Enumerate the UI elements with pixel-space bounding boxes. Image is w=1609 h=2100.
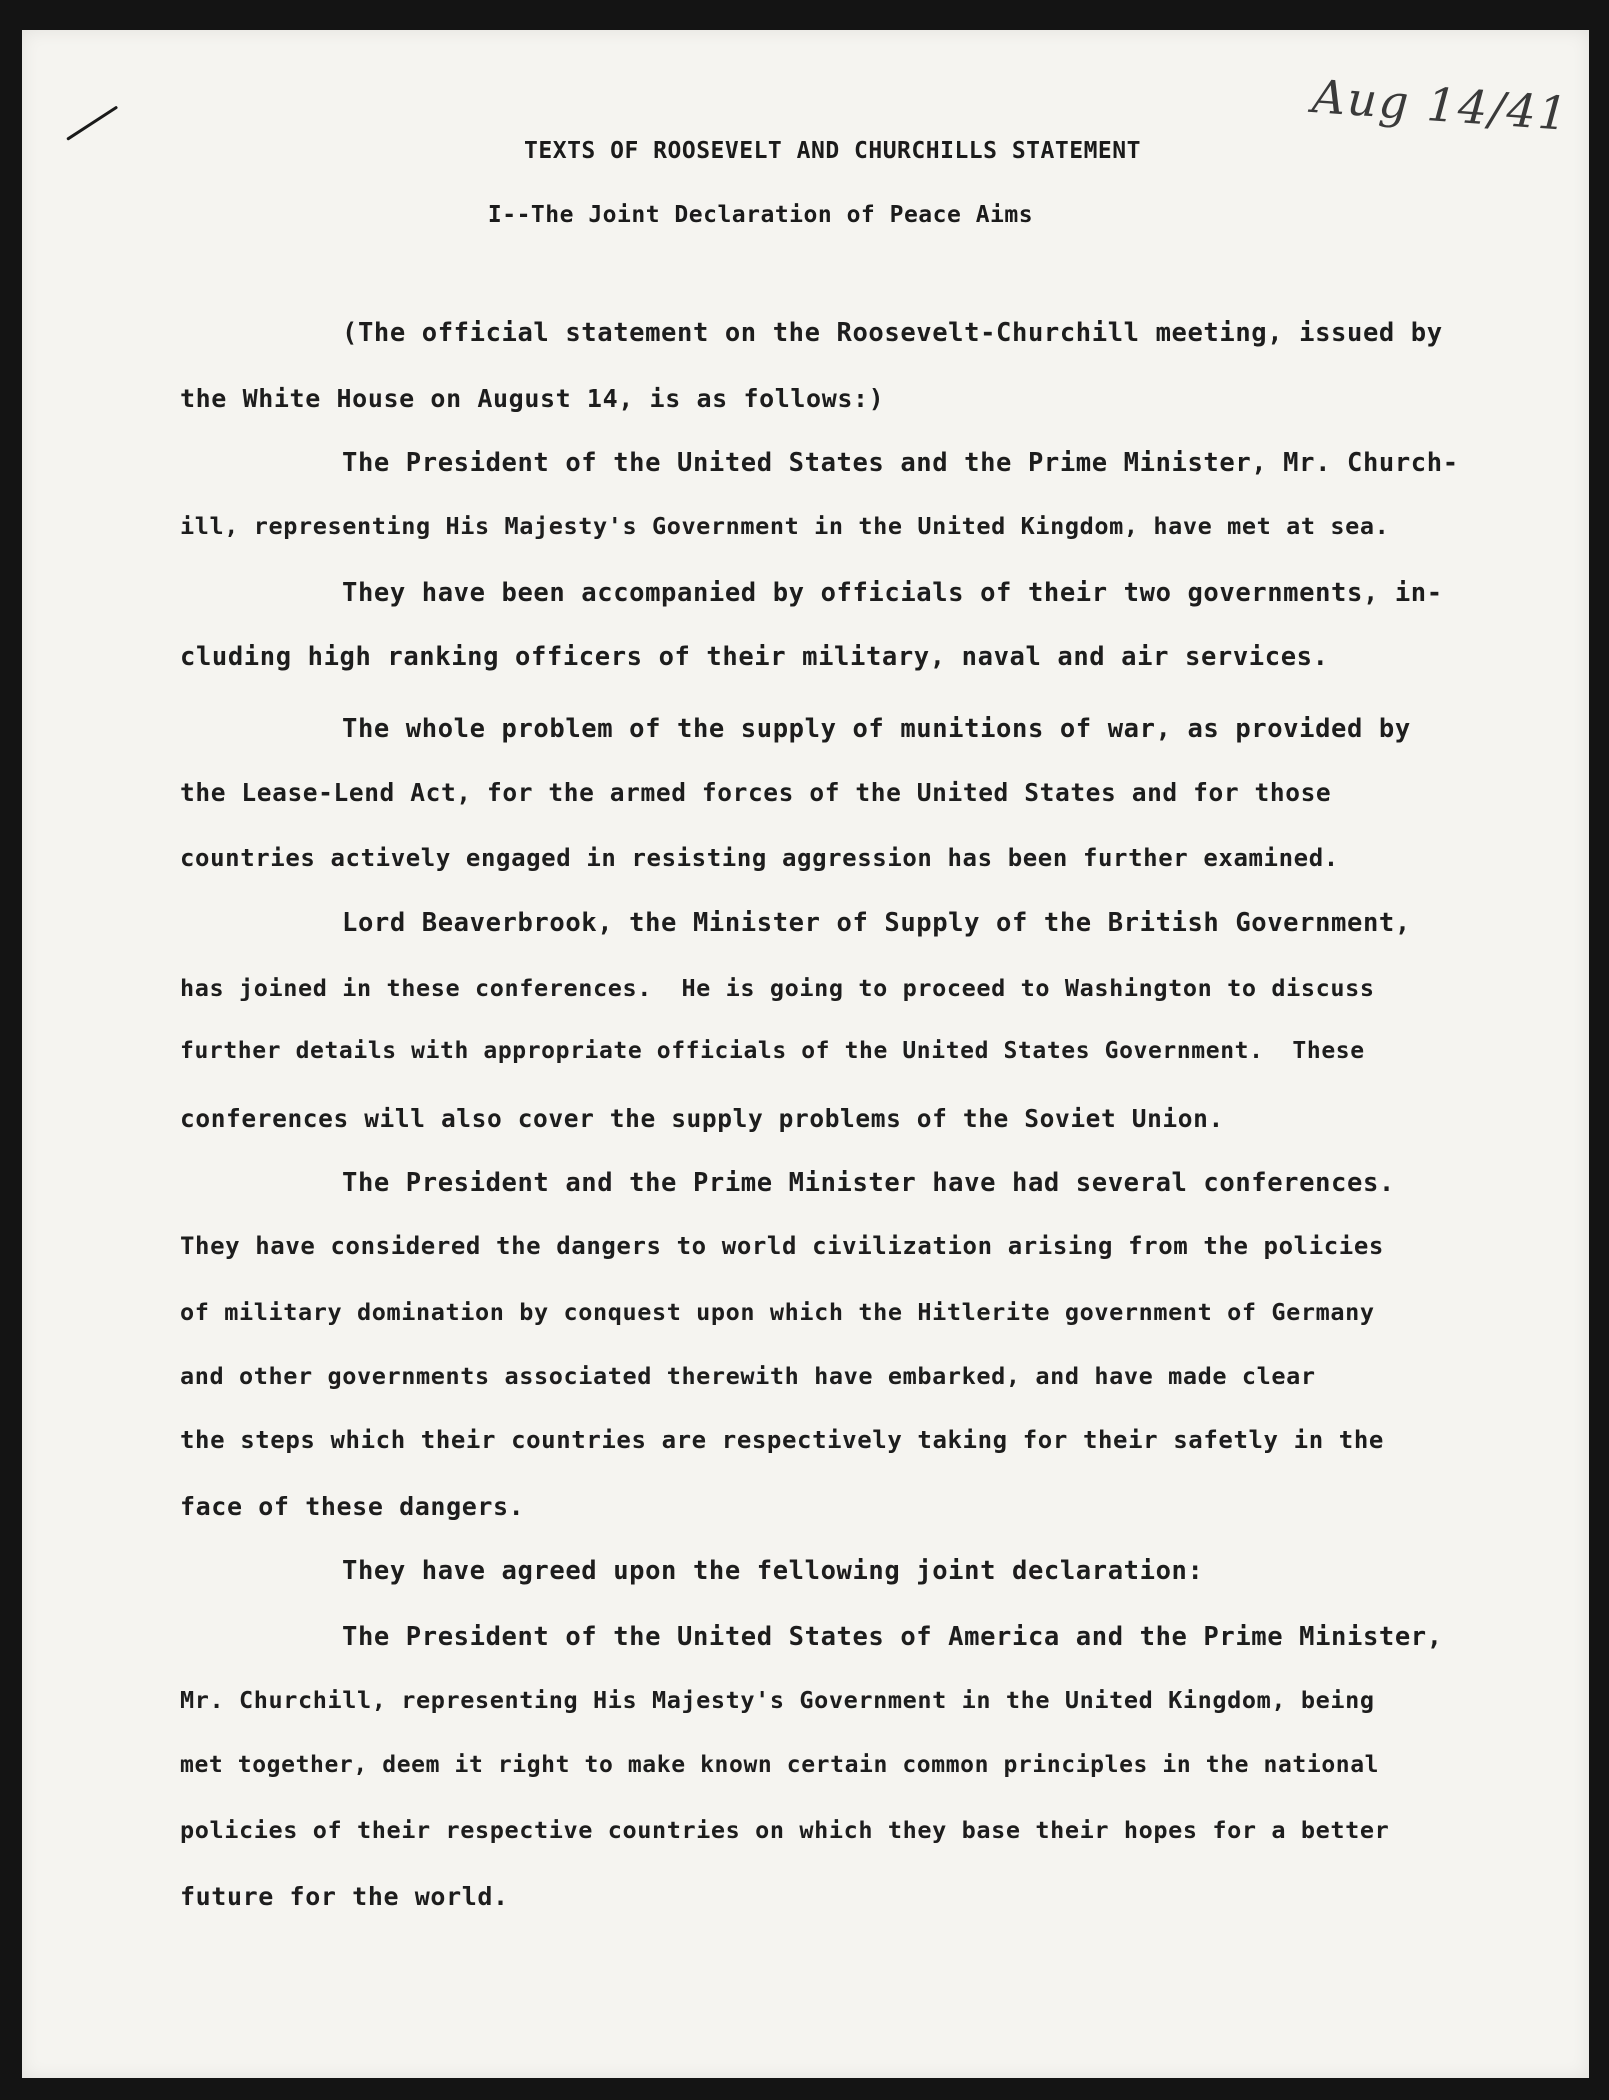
text-line: The President of the United States and the Prime Minister, Mr. Church-	[342, 448, 1459, 478]
text-line: future for the world.	[180, 1882, 509, 1911]
text-line: They have been accompanied by officials of their two governments, in-	[342, 578, 1443, 608]
text-line: and other governments associated therewith have embarked, and have made clear	[180, 1362, 1316, 1390]
pen-tick-mark	[66, 106, 118, 141]
text-line: The President and the Prime Minister have had several conferences.	[342, 1168, 1395, 1198]
document-subtitle: I--The Joint Declaration of Peace Aims	[487, 202, 1034, 228]
text-line: They have agreed upon the fellowing joint declaration:	[342, 1556, 1204, 1586]
text-line: Lord Beaverbrook, the Minister of Supply of the British Government,	[342, 908, 1411, 938]
text-line: the White House on August 14, is as follows:)	[180, 384, 885, 413]
text-line: has joined in these conferences. He is going to proceed to Washington to discuss	[180, 974, 1375, 1002]
text-line: The President of the United States of America and the Prime Minister,	[342, 1622, 1443, 1652]
document-page	[22, 30, 1589, 2078]
text-line: conferences will also cover the supply problems of the Soviet Union.	[180, 1104, 1224, 1133]
text-line: cluding high ranking officers of their military, naval and air services.	[180, 642, 1329, 672]
text-line: the steps which their countries are respectively taking for their safetly in the	[180, 1426, 1384, 1454]
text-line: The whole problem of the supply of munitions of war, as provided by	[342, 714, 1411, 744]
text-line: the Lease-Lend Act, for the armed forces of the United States and for those	[180, 778, 1332, 807]
text-line: policies of their respective countries on which they base their hopes for a better	[180, 1816, 1390, 1844]
text-line: met together, deem it right to make known certain common principles in the national	[180, 1752, 1380, 1778]
text-line: further details with appropriate officials of the United States Government. These	[180, 1038, 1365, 1064]
text-line: (The official statement on the Roosevelt-Churchill meeting, issued by	[342, 318, 1443, 348]
text-line: ill, representing His Majesty's Government in the United Kingdom, have met at sea.	[180, 512, 1390, 540]
text-line: Mr. Churchill, representing His Majesty's Government in the United Kingdom, being	[180, 1686, 1375, 1714]
document-title: TEXTS OF ROOSEVELT AND CHURCHILLS STATEMENT	[524, 138, 1141, 164]
text-line: They have considered the dangers to world civilization arising from the policies	[180, 1232, 1384, 1260]
text-line: countries actively engaged in resisting aggression has been further examined.	[180, 844, 1339, 872]
text-line: face of these dangers.	[180, 1492, 525, 1521]
text-line: of military domination by conquest upon which the Hitlerite government of Germany	[180, 1298, 1375, 1326]
handwritten-date: Aug 14/41	[1310, 69, 1572, 141]
